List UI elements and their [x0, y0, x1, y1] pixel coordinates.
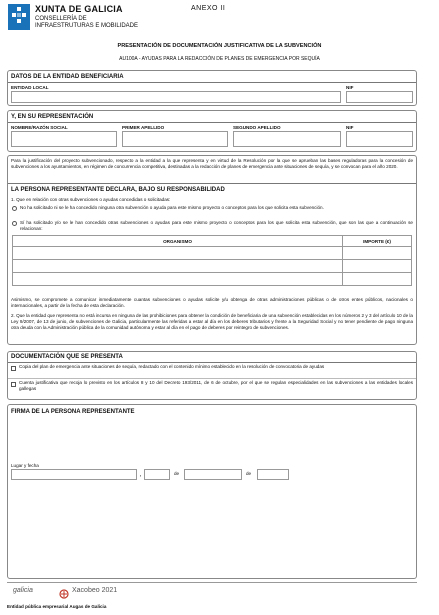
documentacion-heading: DOCUMENTACIÓN QUE SE PRESENTA: [11, 354, 123, 360]
organismo-cell[interactable]: [13, 260, 343, 273]
declaracion-heading: LA PERSONA REPRESENTANTE DECLARA, BAJO SU RESPONSABILIDAD: [11, 187, 225, 193]
lugar-fecha-label: Lugar y fecha: [11, 463, 39, 468]
segundo-apellido-field[interactable]: [233, 131, 341, 147]
footer-entidad: Entidad pública empresarial Augas de Galicia: [7, 604, 107, 609]
importe-cell[interactable]: [343, 247, 412, 260]
representacion-heading: Y, EN SU REPRESENTACIÓN: [11, 114, 94, 120]
representacion-section: [7, 110, 417, 152]
asimismo-text: Asimismo, se compromete a comunicar inmediatamente cuantas subvenciones o ayudas solicite y/u obtenga de otras administraciones públicas o de otros entes públicos, nacionales o internacionales, a partir de la fecha de esta declaración.: [11, 297, 413, 309]
comma-separator: ,: [140, 472, 142, 477]
table-row: [13, 247, 412, 260]
nombre-field[interactable]: [11, 131, 117, 147]
entidad-local-field[interactable]: [11, 91, 341, 103]
xacobeo-icon: [59, 586, 69, 596]
entidad-local-label: ENTIDAD LOCAL: [11, 85, 49, 90]
table-row: [13, 273, 412, 286]
organismo-cell[interactable]: [13, 247, 343, 260]
firma-section: [7, 404, 417, 579]
radio-si-text: Sí ha solicitado y/o se le han concedido otras subvenciones o ayudas para este mismo proyecto o conceptos para los que solicita esta subvención, que son las que a continuación se relacionan:: [20, 220, 413, 232]
organismos-table: [12, 235, 412, 286]
entidad-section: [7, 70, 417, 106]
documentacion-section: [7, 351, 417, 400]
doc1-checkbox[interactable]: [11, 366, 16, 371]
radio-no-text: No ha solicitado ni se le ha concedido ninguna otra subvención o ayuda para este mismo proyecto o conceptos para los que solicita esta subvención.: [20, 205, 324, 210]
form-title: PRESENTACIÓN DE DOCUMENTACIÓN JUSTIFICATIVA DE LA SUBVENCIÓN: [117, 43, 322, 49]
logo-sub-line2: INFRAESTRUTURAS E MOBILIDADE: [35, 23, 139, 29]
divider: [8, 122, 416, 123]
logo-sub-line1: CONSELLERÍA DE: [35, 16, 87, 22]
de-label-1: de: [174, 471, 180, 476]
radio-si-solicitado[interactable]: [12, 221, 17, 226]
divider: [8, 362, 416, 363]
table-row: [13, 260, 412, 273]
declaracion-item1: 1. Que en relación con otras subvenciones o ayudas concedidas o solicitadas:: [11, 197, 171, 202]
doc2-text: Cuenta justificativa que recoja lo previsto en los artículos 8 y 10 del Decreto 193/2011, de 6 de octubre, por el que se regulan especialidades en las subvenciones a las entidades locales gallegas: [19, 380, 413, 392]
form-subtitle: AU100A - AYUDAS PARA LA REDACCIÓN DE PLANES DE EMERGENCIA POR SEQUÍA: [119, 56, 320, 62]
col-importe-header: IMPORTE (€): [343, 236, 412, 247]
divider: [8, 82, 416, 83]
col-organismo-header: ORGANISMO: [13, 236, 343, 247]
lugar-field[interactable]: [11, 469, 137, 480]
nombre-label: NOMBRE/RAZÓN SOCIAL: [11, 125, 68, 130]
doc2-checkbox[interactable]: [11, 382, 16, 387]
primer-apellido-field[interactable]: [122, 131, 228, 147]
firma-heading: FIRMA DE LA PERSONA REPRESENTANTE: [11, 409, 135, 415]
galicia-logo: galicia: [13, 587, 33, 594]
entidad-nif-label: NIF: [346, 85, 354, 90]
declaracion-section: [7, 155, 417, 345]
mes-field[interactable]: [184, 469, 242, 480]
rep-nif-field[interactable]: [346, 131, 413, 147]
xunta-logo: [8, 4, 158, 34]
divider: [8, 378, 416, 379]
logo-subtitle: [35, 16, 165, 30]
doc1-text: Copia del plan de emergencia ante situaciones de sequía, redactado con el contenido mínimo establecido en la resolución de convocatoria de ayudas: [19, 364, 325, 369]
entidad-heading: DATOS DE LA ENTIDAD BENEFICIARIA: [11, 74, 124, 80]
radio-no-solicitado[interactable]: [12, 206, 17, 211]
rep-nif-label: NIF: [346, 125, 354, 130]
divider: [8, 183, 416, 184]
importe-cell[interactable]: [343, 273, 412, 286]
primer-apellido-label: PRIMER APELLIDO: [122, 125, 165, 130]
footer-logos: [7, 582, 417, 600]
anio-field[interactable]: [257, 469, 289, 480]
dia-field[interactable]: [144, 469, 170, 480]
de-label-2: de: [246, 471, 252, 476]
declaracion-item2: 2. Que la entidad que representa no está incursa en ninguna de las prohibiciones para obtener la condición de beneficiaria de una subvención establecidas en los números 2 y 3 del artículo 10 de la Ley 9/2007, de 13 de junio, de subvenciones de Galicia, particularmente las referidas a estar al día en los deberes tributarios y frente a la Seguridad Social y no tener pendiente de pago ninguna otra deuda con la Administración pública de la comunidad autónoma y estar al día en el pago de deberes por reintegro de subvenciones.: [11, 313, 413, 331]
intro-text: Para la justificación del proyecto subvencionado, respecto a la entidad a la que representa y en virtud de la Resolución por la que se aprueban las bases reguladoras para la concesión de subvenciones a los ayuntamientos, en régimen de concurrencia competitiva, destinadas a la redacción de planes de emergencia ante situaciones de sequía, y se convocan para el año 2020.: [11, 158, 413, 170]
xunta-emblem-icon: [8, 4, 30, 30]
anexo-label: ANEXO II: [191, 5, 226, 12]
entidad-nif-field[interactable]: [346, 91, 413, 103]
organismo-cell[interactable]: [13, 273, 343, 286]
importe-cell[interactable]: [343, 260, 412, 273]
logo-title: XUNTA DE GALICIA: [35, 4, 123, 14]
segundo-apellido-label: SEGUNDO APELLIDO: [233, 125, 281, 130]
xacobeo-logo: Xacobeo 2021: [72, 587, 118, 594]
